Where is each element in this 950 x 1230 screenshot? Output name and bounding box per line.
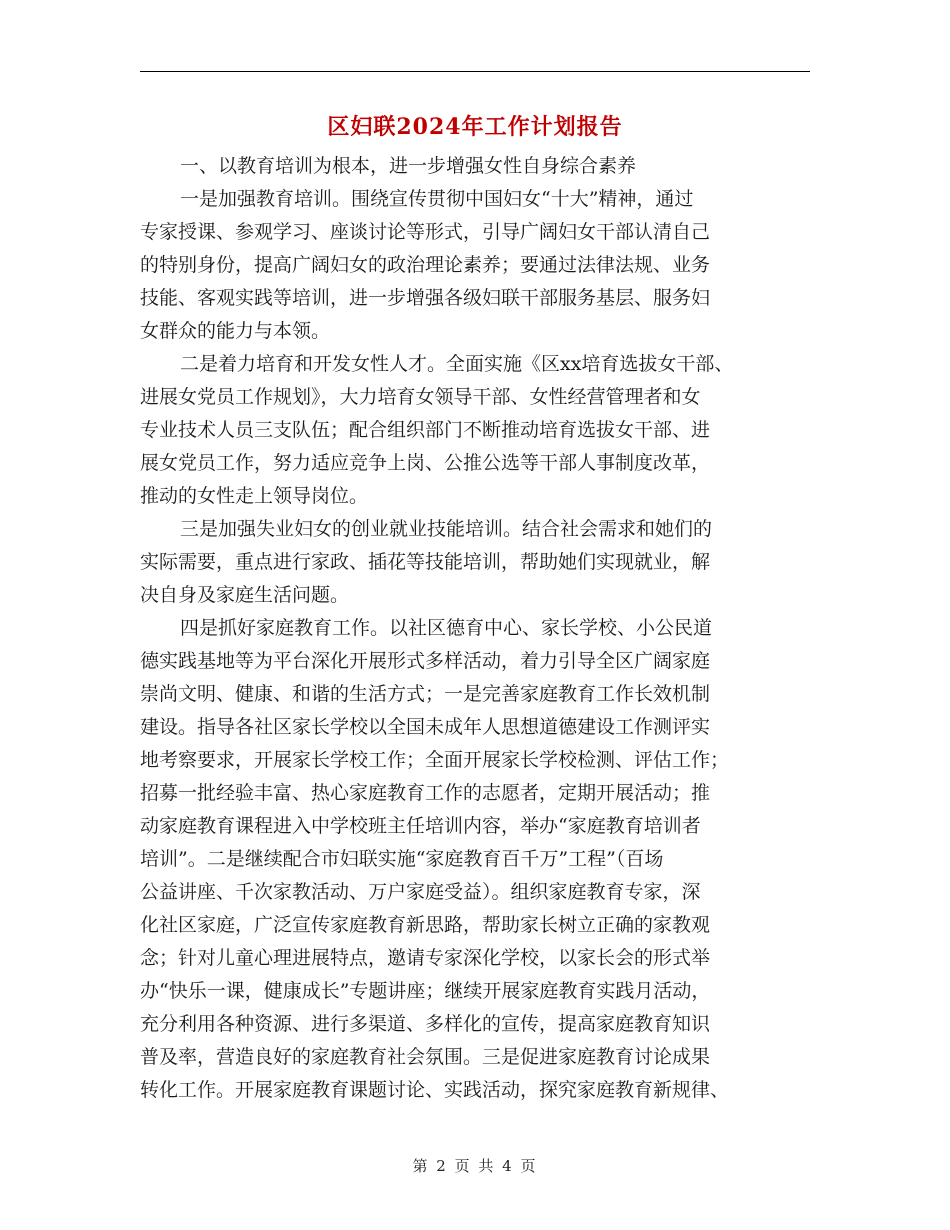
paragraph-line: 建设。指导各社区家长学校以全国未成年人思想道德建设工作测评实 (140, 716, 711, 738)
document-body (140, 150, 820, 1107)
body-paragraph (140, 612, 820, 1107)
paragraph-line: 普及率，营造良好的家庭教育社会氛围。三是促进家庭教育讨论成果 (140, 1046, 711, 1068)
paragraph-line: 决自身及家庭生活问题。 (140, 584, 350, 606)
paragraph-line: 二是着力培育和开发女性人才。全面实施《区xx培育选拔女干部、 (180, 353, 734, 375)
paragraph-line: 公益讲座、千次家教活动、万户家庭受益）。组织家庭教育专家，深 (140, 881, 701, 903)
paragraph-line: 动家庭教育课程进入中学校班主任培训内容，举办“家庭教育培训者 (140, 815, 701, 837)
page-number: 第 2 页 共 4 页 (412, 1157, 538, 1175)
paragraph-line: 德实践基地等为平台深化开展形式多样活动，着力引导全区广阔家庭 (140, 650, 711, 672)
paragraph-line: 推动的女性走上领导岗位。 (140, 485, 369, 507)
paragraph-line: 培训”。二是继续配合市妇联实施“家庭教育百千万”工程”（百场 (140, 848, 664, 870)
paragraph-line: 展女党员工作，努力适应竞争上岗、公推公选等干部人事制度改革， (140, 452, 711, 474)
body-paragraph (140, 150, 820, 183)
paragraph-line: 念；针对儿童心理进展特点，邀请专家深化学校，以家长会的形式举 (140, 947, 711, 969)
paragraph-line: 转化工作。开展家庭教育课题讨论、实践活动，探究家庭教育新规律、 (140, 1079, 730, 1101)
paragraph-line: 专家授课、参观学习、座谈讨论等形式，引导广阔妇女干部认清自己 (140, 221, 711, 243)
paragraph-line: 进展女党员工作规划》，大力培育女领导干部、女性经营管理者和女 (140, 386, 701, 408)
paragraph-line: 专业技术人员三支队伍；配合组织部门不断推动培育选拔女干部、进 (140, 419, 711, 441)
paragraph-line: 女群众的能力与本领。 (140, 320, 331, 342)
document-title: 区妇联2024年工作计划报告 (327, 114, 623, 140)
paragraph-line: 实际需要，重点进行家政、插花等技能培训，帮助她们实现就业，解 (140, 551, 711, 573)
paragraph-line: 招募一批经验丰富、热心家庭教育工作的志愿者，定期开展活动；推 (140, 782, 711, 804)
paragraph-line: 四是抓好家庭教育工作。以社区德育中心、家长学校、小公民道 (180, 617, 713, 639)
paragraph-line: 化社区家庭，广泛宣传家庭教育新思路，帮助家长树立正确的家教观 (140, 914, 711, 936)
paragraph-line: 一、以教育培训为根本，进一步增强女性自身综合素养 (180, 155, 637, 177)
body-paragraph (140, 183, 820, 348)
paragraph-line: 的特别身份，提高广阔妇女的政治理论素养；要通过法律法规、业务 (140, 254, 711, 276)
paragraph-line: 一是加强教育培训。围绕宣传贯彻中国妇女“十大”精神，通过 (180, 188, 694, 210)
header-rule (140, 71, 810, 72)
paragraph-line: 技能、客观实践等培训，进一步增强各级妇联干部服务基层、服务妇 (140, 287, 711, 309)
paragraph-line: 办“快乐一课，健康成长”专题讲座；继续开展家庭教育实践月活动， (140, 980, 711, 1002)
body-paragraph (140, 513, 820, 612)
paragraph-line: 充分利用各种资源、进行多渠道、多样化的宣传，提高家庭教育知识 (140, 1013, 711, 1035)
paragraph-line: 三是加强失业妇女的创业就业技能培训。结合社会需求和她们的 (180, 518, 713, 540)
paragraph-line: 崇尚文明、健康、和谐的生活方式；一是完善家庭教育工作长效机制 (140, 683, 711, 705)
body-paragraph (140, 348, 820, 513)
paragraph-line: 地考察要求，开展家长学校工作；全面开展家长学校检测、评估工作； (140, 749, 730, 771)
